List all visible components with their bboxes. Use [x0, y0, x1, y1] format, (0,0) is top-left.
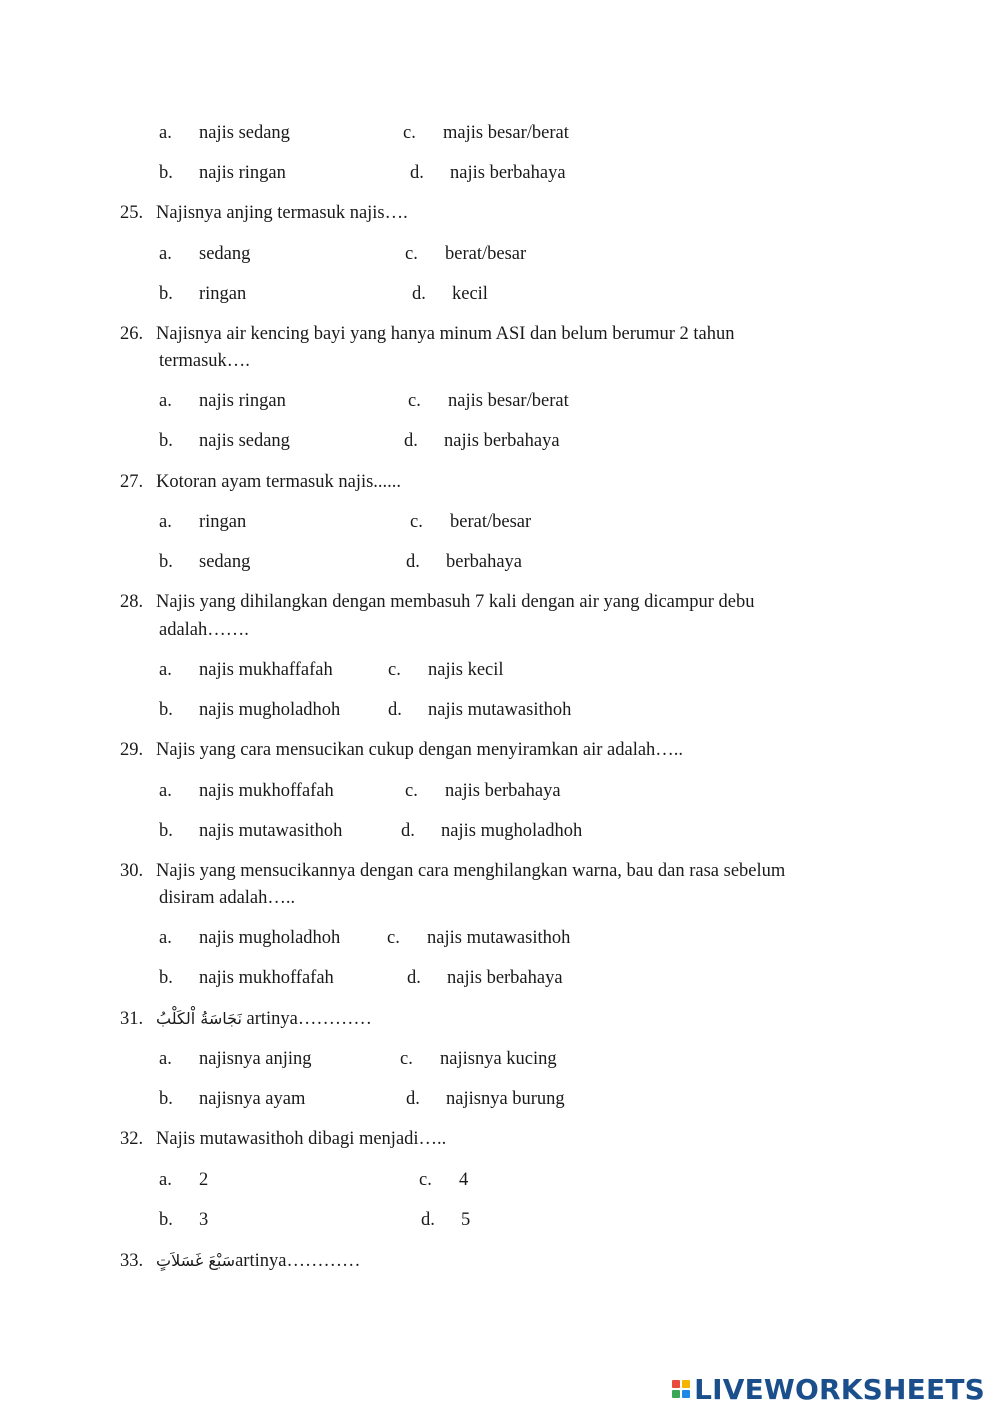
q31-question: 31. نَجَاسَةُ اْلكَلْبُ artinya…………: [120, 1009, 372, 1029]
q30-option-a: a. najis mugholadhoh: [159, 928, 341, 948]
q24-option-c: c. majis besar/berat: [403, 123, 569, 143]
q32-option-c: c. 4: [419, 1170, 469, 1190]
q24-option-a: a. najis sedang: [159, 123, 290, 143]
q29-option-b: b. najis mutawasithoh: [159, 821, 343, 841]
q30-option-b: b. najis mukhoffafah: [159, 968, 334, 988]
q29-question: 29. Najis yang cara mensucikan cukup dengan menyiramkan air adalah…..: [120, 740, 684, 760]
q31-option-a: a. najisnya anjing: [159, 1049, 312, 1069]
q31-option-b: b. najisnya ayam: [159, 1089, 306, 1109]
q25-option-d: d. kecil: [412, 284, 488, 304]
liveworksheets-logo-text: LIVEWORKSHEETS: [694, 1372, 985, 1406]
q26-question: 26. Najisnya air kencing bayi yang hanya minum ASI dan belum berumur 2 tahun: [120, 324, 735, 344]
q31-arabic: نَجَاسَةُ اْلكَلْبُ: [156, 1009, 242, 1028]
q24-option-b: b. najis ringan: [159, 163, 286, 183]
q27-option-a: a. ringan: [159, 512, 247, 532]
q27-question: 27. Kotoran ayam termasuk najis......: [120, 472, 402, 492]
q33-question: 33. سَبْعَ غَسَلاَتٍartinya…………: [120, 1251, 361, 1271]
q26-option-d: d. najis berbahaya: [404, 431, 560, 451]
q28-option-a: a. najis mukhaffafah: [159, 660, 333, 680]
q26-question-cont: termasuk….: [159, 351, 250, 371]
q25-question: 25. Najisnya anjing termasuk najis….: [120, 203, 408, 223]
q31-option-d: d. najisnya burung: [406, 1089, 565, 1109]
q28-question: 28. Najis yang dihilangkan dengan membasuh 7 kali dengan air yang dicampur debu: [120, 592, 755, 612]
q27-option-b: b. sedang: [159, 552, 251, 572]
q33-arabic: سَبْعَ غَسَلاَتٍ: [156, 1251, 236, 1270]
liveworksheets-logo: [672, 1374, 985, 1404]
q27-option-d: d. berbahaya: [406, 552, 523, 572]
q25-option-b: b. ringan: [159, 284, 247, 304]
q26-option-b: b. najis sedang: [159, 431, 290, 451]
q25-option-c: c. berat/besar: [405, 244, 527, 264]
q28-option-b: b. najis mugholadhoh: [159, 700, 341, 720]
q28-option-d: d. najis mutawasithoh: [388, 700, 572, 720]
q32-option-a: a. 2: [159, 1170, 209, 1190]
q26-option-c: c. najis besar/berat: [408, 391, 569, 411]
q25-option-a: a. sedang: [159, 244, 251, 264]
q29-option-c: c. najis berbahaya: [405, 781, 561, 801]
q30-question-cont: disiram adalah…..: [159, 888, 296, 908]
q30-question: 30. Najis yang mensucikannya dengan cara menghilangkan warna, bau dan rasa sebelum: [120, 861, 786, 881]
q30-option-c: c. najis mutawasithoh: [387, 928, 571, 948]
q28-option-c: c. najis kecil: [388, 660, 504, 680]
q24-option-d: d. najis berbahaya: [410, 163, 566, 183]
q29-option-d: d. najis mugholadhoh: [401, 821, 583, 841]
q32-option-d: d. 5: [421, 1210, 471, 1230]
q32-question: 32. Najis mutawasithoh dibagi menjadi…..: [120, 1129, 447, 1149]
q27-option-c: c. berat/besar: [410, 512, 532, 532]
q29-option-a: a. najis mukhoffafah: [159, 781, 334, 801]
q26-option-a: a. najis ringan: [159, 391, 286, 411]
q32-option-b: b. 3: [159, 1210, 209, 1230]
q30-option-d: d. najis berbahaya: [407, 968, 563, 988]
q31-option-c: c. najisnya kucing: [400, 1049, 557, 1069]
liveworksheets-logo-icon: [672, 1380, 690, 1398]
q28-question-cont: adalah…….: [159, 620, 249, 640]
